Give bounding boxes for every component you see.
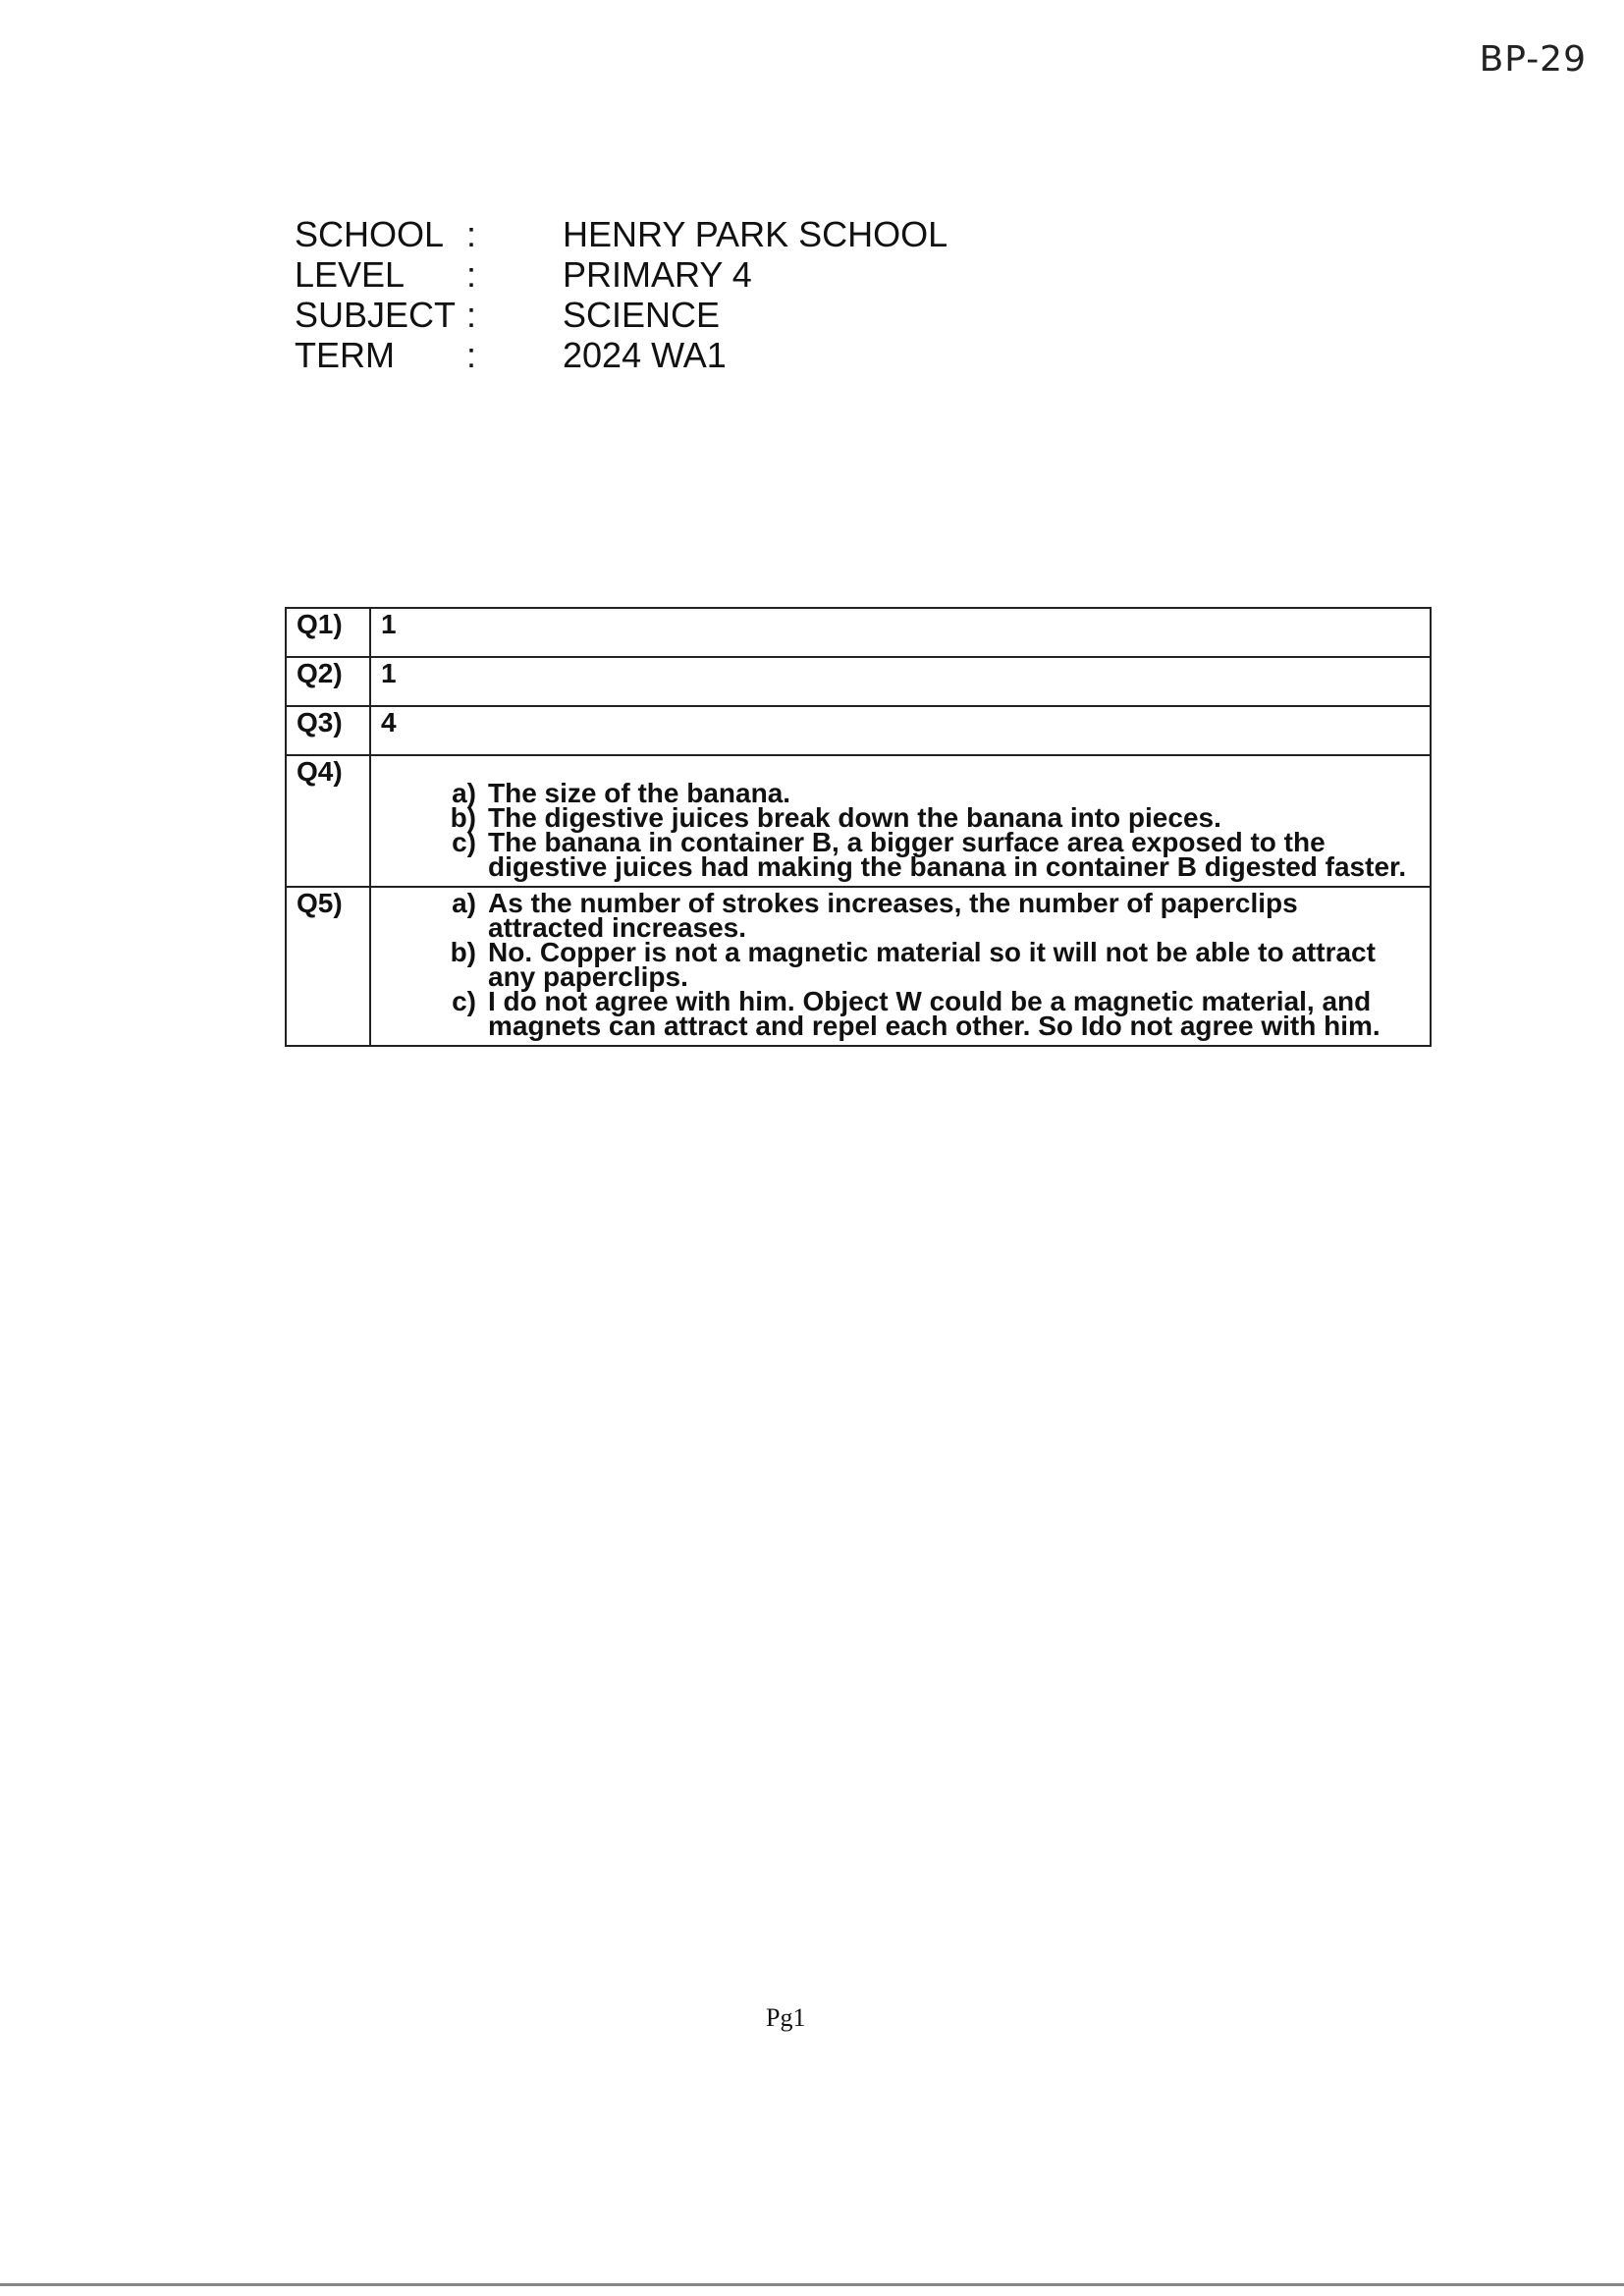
answer-parts-list — [435, 888, 1420, 1041]
question-number: Q2) — [286, 657, 370, 706]
part-text: As the number of strokes increases, the number of paperclips attracted increases. — [488, 888, 1298, 943]
header-row-school — [295, 214, 947, 254]
header-row-level — [295, 254, 947, 295]
question-number: Q3) — [286, 706, 370, 755]
table-row-q1 — [286, 608, 1431, 657]
answer-cell: 4 — [370, 706, 1431, 755]
part-letter: a) — [452, 778, 476, 808]
header-label: SCHOOL — [295, 214, 445, 254]
exam-header — [295, 214, 947, 375]
part-letter: b) — [450, 937, 476, 967]
scan-edge-line — [0, 2283, 1624, 2286]
level-value: PRIMARY 4 — [563, 254, 752, 295]
term-value: 2024 WA1 — [563, 335, 727, 375]
list-item — [435, 937, 1420, 992]
header-colon: : — [466, 254, 477, 295]
part-text: The size of the banana. — [488, 778, 791, 808]
answer-cell: 1 — [370, 608, 1431, 657]
school-name: HENRY PARK SCHOOL — [563, 214, 948, 254]
table-row-q3 — [286, 706, 1431, 755]
part-letter: a) — [452, 888, 476, 918]
header-row-subject — [295, 295, 947, 335]
answer-cell — [370, 755, 1431, 887]
part-letter: c) — [452, 827, 476, 857]
part-letter: b) — [450, 802, 476, 833]
table-row-q4 — [286, 755, 1431, 887]
header-colon: : — [466, 295, 477, 335]
part-text: The banana in container B, a bigger surface area exposed to the digestive juices had making the banana in container B digested faster. — [488, 827, 1407, 882]
header-row-term — [295, 335, 947, 375]
header-colon: : — [466, 214, 477, 254]
list-item — [435, 986, 1420, 1041]
part-text: No. Copper is not a magnetic material so it will not be able to attract any paperclips. — [488, 937, 1376, 992]
answer-cell: 1 — [370, 657, 1431, 706]
part-text: The digestive juices break down the banana into pieces. — [488, 802, 1221, 833]
page-number: Pg1 — [766, 2003, 806, 2032]
header-colon: : — [466, 335, 477, 375]
answer-key-table — [285, 607, 1432, 1047]
header-label: SUBJECT — [295, 295, 457, 335]
table-row-q2 — [286, 657, 1431, 706]
table-row-q5 — [286, 887, 1431, 1046]
question-number: Q1) — [286, 608, 370, 657]
document-code: BP-29 — [1479, 39, 1587, 80]
answer-parts-list — [435, 778, 1420, 882]
header-label: TERM — [295, 335, 395, 375]
part-letter: c) — [452, 986, 476, 1016]
question-number: Q4) — [286, 755, 370, 887]
list-item — [435, 888, 1420, 943]
list-item — [435, 827, 1420, 882]
part-text: I do not agree with him. Object W could be a magnetic material, and magnets can attract and repel each other. So Ido not agree with him. — [488, 986, 1380, 1041]
answer-cell — [370, 887, 1431, 1046]
header-label: LEVEL — [295, 254, 406, 295]
question-number: Q5) — [286, 887, 370, 1046]
subject-value: SCIENCE — [563, 295, 721, 335]
